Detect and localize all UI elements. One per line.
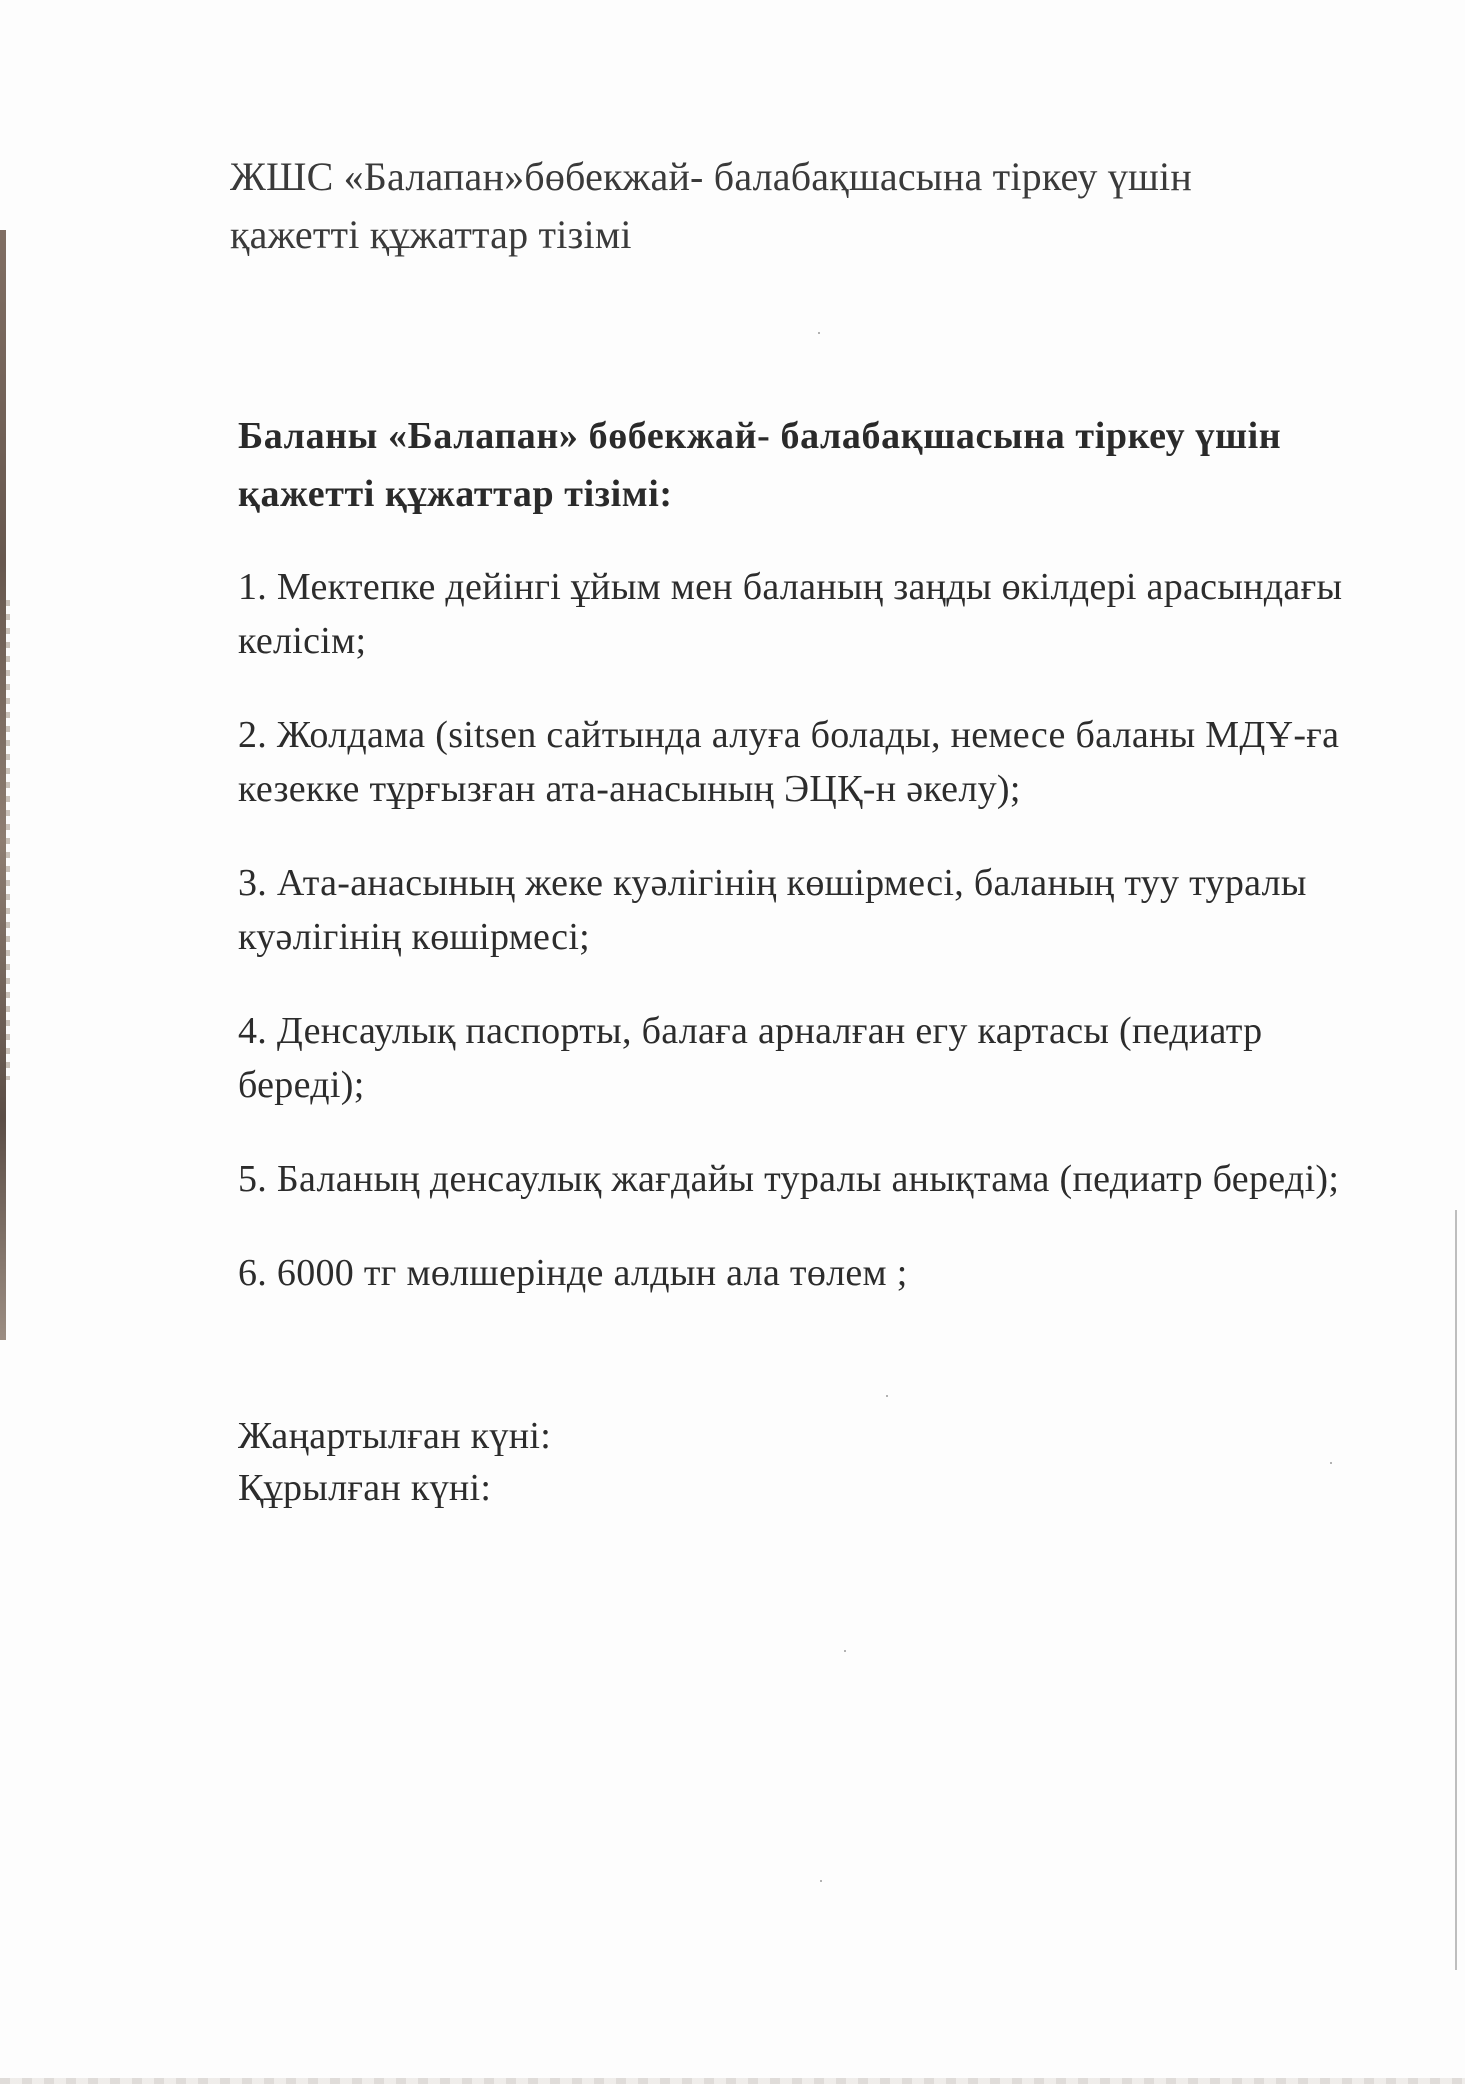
list-item: 2. Жолдама (sitsen сайтында алуға болады, немесе баланы МДҰ-ға кезекке тұрғызған ата-анасының ЭЦҚ-н әкелу); xyxy=(238,714,1340,810)
document-header-title: ЖШС «Балапан»бөбекжай- балабақшасына тіркеу үшін қажетті құжаттар тізімі xyxy=(230,154,1192,257)
list-item: 4. Денсаулық паспорты, балаға арналған егу картасы (педиатр береді); xyxy=(238,1010,1263,1106)
list-item: 5. Баланың денсаулық жағдайы туралы анықтама (педиатр береді); xyxy=(238,1158,1340,1200)
created-date-label: Құрылған күні: xyxy=(238,1467,492,1509)
required-documents-list xyxy=(238,560,1358,1340)
scan-speck xyxy=(820,1880,822,1882)
scan-edge-left-shadow xyxy=(6,600,10,1080)
scan-speck xyxy=(1330,1462,1332,1464)
scan-edge-right xyxy=(1455,1210,1457,1970)
scan-speck xyxy=(886,1395,888,1397)
scan-speck xyxy=(818,332,820,334)
list-item: 6. 6000 тг мөлшерінде алдын ала төлем ; xyxy=(238,1252,908,1294)
list-item: 3. Ата-анасының жеке куәлігінің көшірмесі, баланың туу туралы куәлігінің көшірмесі; xyxy=(238,862,1307,958)
scan-edge-bottom xyxy=(0,2078,1465,2084)
document-footer xyxy=(238,1410,1038,1514)
updated-date-label: Жаңартылған күні: xyxy=(238,1415,552,1457)
list-item: 1. Мектепке дейінгі ұйым мен баланың заңды өкілдері арасындағы келісім; xyxy=(238,566,1343,662)
document-main-heading: Баланы «Балапан» бөбекжай- балабақшасына тіркеу үшін қажетті құжаттар тізімі: xyxy=(238,415,1282,515)
scan-speck xyxy=(844,1650,846,1652)
